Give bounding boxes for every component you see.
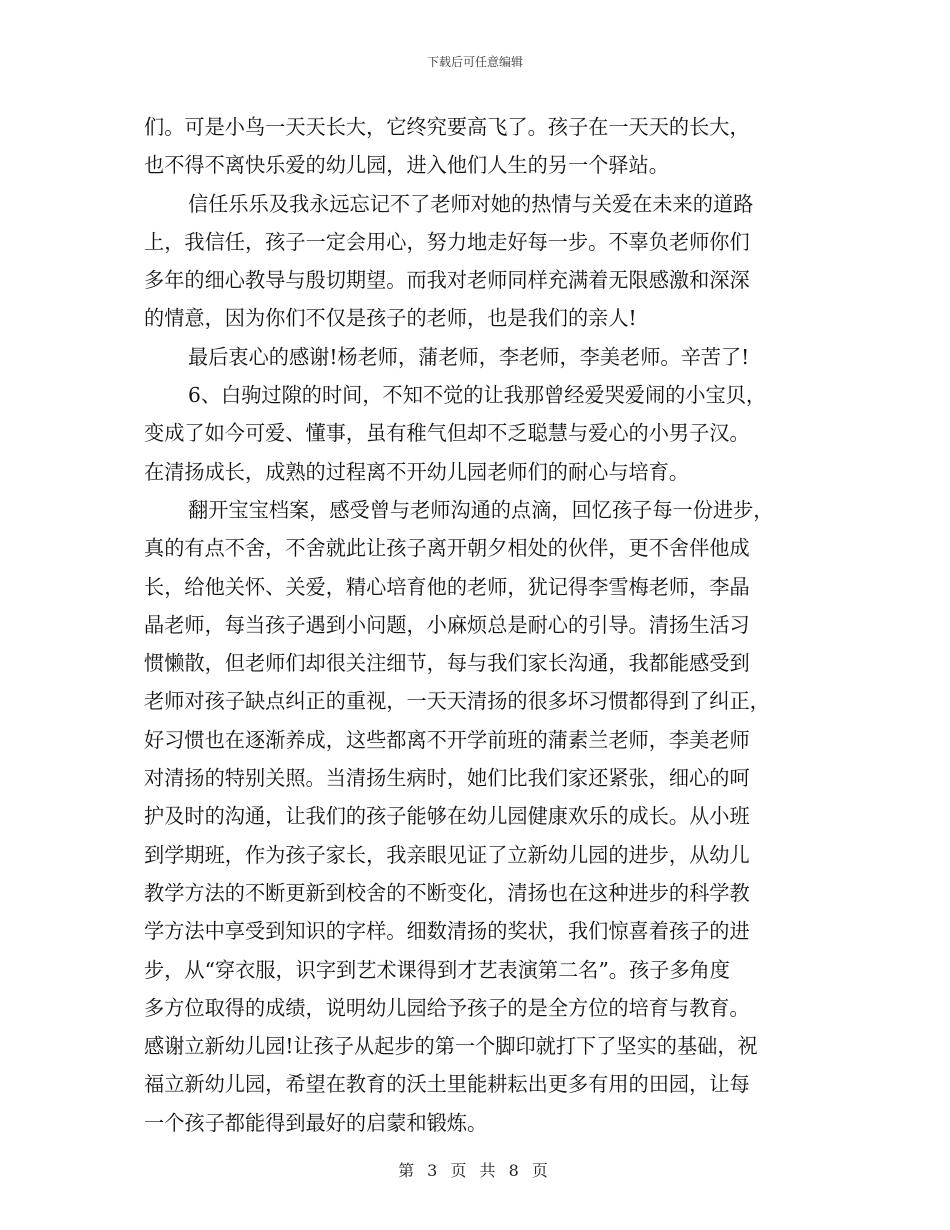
page-header: 下载后可任意编辑 bbox=[426, 55, 523, 69]
text-line: 多年的细心教导与殷切期望。而我对老师同样充满着无限感激和深深 bbox=[144, 268, 750, 293]
text-line: 6、白驹过隙的时间，不知不觉的让我那曾经爱哭爱闹的小宝贝， bbox=[188, 383, 767, 408]
text-line: 感谢立新幼儿园!让孩子从起步的第一个脚印就打下了坚实的基础，祝 bbox=[144, 1034, 758, 1059]
text-line: 步，从“穿衣服，识字到艺术课得到才艺表演第二名”。孩子多角度 bbox=[144, 957, 730, 982]
text-line: 真的有点不舍，不舍就此让孩子离开朝夕相处的伙伴，更不舍伴他成 bbox=[144, 536, 750, 561]
text-line: 晶老师，每当孩子遇到小问题，小麻烦总是耐心的引导。清扬生活习 bbox=[144, 612, 750, 637]
text-line: 长，给他关怀、关爱，精心培育他的老师，犹记得李雪梅老师，李晶 bbox=[144, 574, 750, 599]
page-number-footer: 第 3 页 共 8 页 bbox=[398, 1161, 552, 1180]
text-line: 变成了如今可爱、懂事，虽有稚气但却不乏聪慧与爱心的小男子汉。 bbox=[144, 421, 750, 446]
text-line: 到学期班，作为孩子家长，我亲眼见证了立新幼儿园的进步，从幼儿 bbox=[144, 842, 750, 867]
text-line: 也不得不离快乐爱的幼儿园，进入他们人生的另一个驿站。 bbox=[144, 153, 669, 178]
text-line: 多方位取得的成绩，说明幼儿园给予孩子的是全方位的培育与教育。 bbox=[144, 995, 750, 1020]
text-line: 在清扬成长，成熟的过程离不开幼儿园老师们的耐心与培育。 bbox=[144, 459, 690, 484]
text-line: 的情意，因为你们不仅是孩子的老师，也是我们的亲人! bbox=[144, 306, 637, 331]
text-line: 翻开宝宝档案，感受曾与老师沟通的点滴，回忆孩子每一份进步， bbox=[188, 497, 774, 522]
text-line: 们。可是小鸟一天天长大，它终究要高飞了。孩子在一天天的长大， bbox=[144, 115, 750, 139]
text-line: 信任乐乐及我永远忘记不了老师对她的热情与关爱在未来的道路 bbox=[188, 191, 754, 216]
text-line: 上，我信任，孩子一定会用心，努力地走好每一步。不辜负老师你们 bbox=[144, 229, 750, 254]
text-line: 对清扬的特别关照。当清扬生病时，她们比我们家还紧张，细心的呵 bbox=[144, 766, 750, 791]
text-line: 学方法中享受到知识的字样。细数清扬的奖状，我们惊喜着孩子的进 bbox=[144, 919, 750, 944]
text-line: 惯懒散，但老师们却很关注细节，每与我们家长沟通，我都能感受到 bbox=[144, 651, 750, 676]
document-body bbox=[144, 108, 806, 1142]
text-line: 护及时的沟通，让我们的孩子能够在幼儿园健康欢乐的成长。从小班 bbox=[144, 804, 750, 829]
text-line: 福立新幼儿园，希望在教育的沃土里能耕耘出更多有用的田园，让每 bbox=[144, 1072, 750, 1097]
text-line: 最后衷心的感谢!杨老师，蒲老师，李老师，李美老师。辛苦了! bbox=[188, 344, 750, 369]
text-line: 教学方法的不断更新到校舍的不断变化，清扬也在这种进步的科学教 bbox=[144, 880, 750, 905]
text-line: 好习惯也在逐渐养成，这些都离不开学前班的蒲素兰老师，李美老师 bbox=[144, 727, 750, 752]
text-line: 一个孩子都能得到最好的启蒙和锻炼。 bbox=[144, 1110, 488, 1135]
text-line: 老师对孩子缺点纠正的重视，一天天清扬的很多坏习惯都得到了纠正， bbox=[144, 689, 770, 714]
